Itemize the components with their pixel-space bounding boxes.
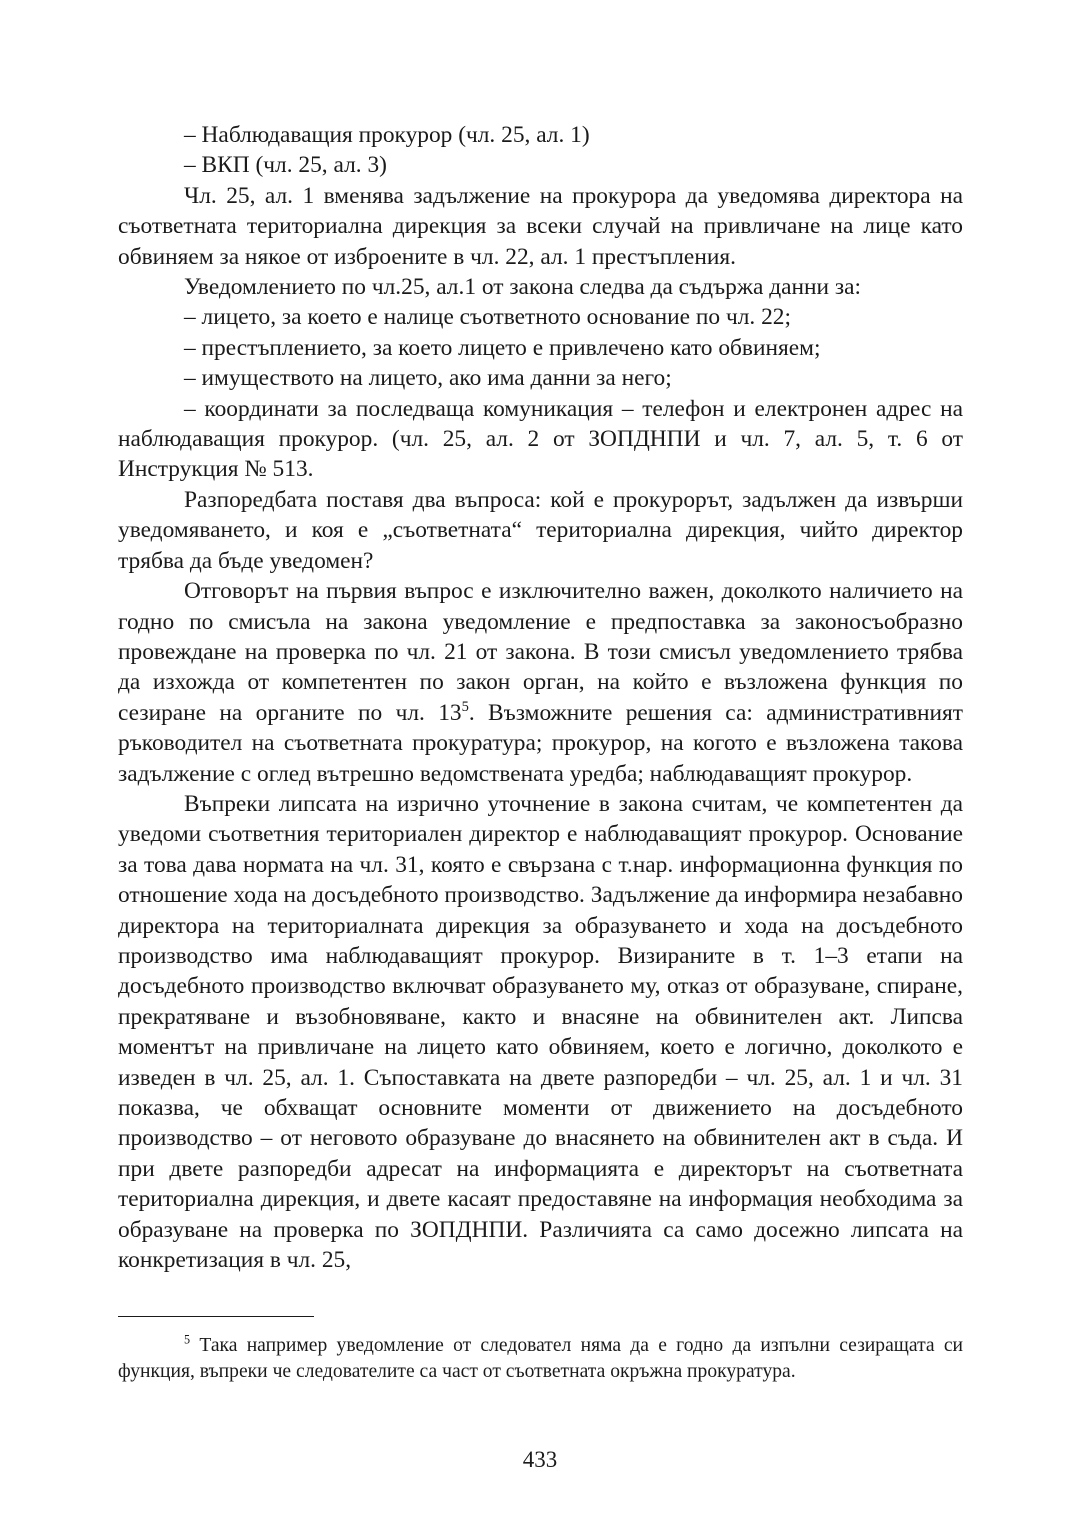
main-text	[118, 120, 963, 1275]
paragraph: Въпреки липсата на изрично уточнение в закона считам, че компетентен да уведоми съответния териториален директор е наблюдаващият прокурор. Основание за това дава нормата на чл. 31, която е свързана с т.нар. информационна функция по отношение хода на досъдебното производство. Задължение да информира незабавно директора на териториалната дирекция за образуването и хода на досъдебното производство има наблюдаващият прокурор. Визираните в т. 1–3 етапи на досъдебното производство включват образуването му, отказ от образуване, спиране, прекратяване и възобновяване, както и внасяне на обвинителен акт. Липсва моментът на привличане на лицето като обвиняем, което е логично, доколкото е изведен в чл. 25, ал. 1. Съпоставката на двете разпоредби – чл. 25, ал. 1 и чл. 31 показва, че обхващат основните моменти от движението на досъдебното производство – от неговото образуване до внасянето на обвинителен акт в съда. И при двете разпоредби адресат на информацията е директорът на съответната териториална дирекция, и двете касаят предоставяне на информация необходима за образуване на проверка по ЗОПДНПИ. Различията са само досежно липсата на конкретизация в чл. 25,	[118, 790, 963, 1274]
paragraph-list-item: – престъплението, за което лицето е привлечено като обвиняем;	[184, 334, 821, 361]
paragraph: Чл. 25, ал. 1 вменява задължение на прокурора да уведомява директора на съответната териториална дирекция за всеки случай на привличане на лице като обвиняем за някое от изброените в чл. 22, ал. 1 престъпления.	[118, 182, 963, 270]
paragraph-list-item: – имуществото на лицето, ако има данни за него;	[184, 365, 672, 392]
paragraph: Уведомлението по чл.25, ал.1 от закона следва да съдържа данни за:	[184, 274, 862, 301]
footnote	[118, 1333, 963, 1385]
page-number: 433	[522, 1447, 558, 1472]
paragraph: Разпоредбата поставя два въпроса: кой е прокурорът, задължен да извърши уведомяването, и коя е „съответната“ териториална дирекция, чийто директор трябва да бъде уведомен?	[118, 486, 963, 574]
paragraph-list-item: – ВКП (чл. 25, ал. 3)	[184, 152, 387, 179]
footnote-number: 5	[184, 1332, 191, 1347]
paragraph-list-item: – лицето, за което е налице съответното основание по чл. 22;	[184, 304, 791, 331]
paragraph-text: . Възможните решения са: административният ръководител на съответната прокуратура; прокурор, на когото е възложена такова задължение с оглед вътрешно ведомствената уредба; наблюдаващият прокурор.	[118, 699, 963, 787]
paragraph-list-item: – координати за последваща комуникация – телефон и електронен адрес на наблюдаващия прокурор. (чл. 25, ал. 2 от ЗОПДНПИ и чл. 7, ал. 5, т. 6 от Инструкция № 513.	[118, 395, 963, 483]
footnote-separator	[118, 1316, 314, 1317]
footnote-text: Така например уведомление от следовател няма да е годно да изпълни сезиращата си функция, въпреки че следователите са част от съответната окръжна прокуратура.	[118, 1335, 963, 1382]
paragraph	[118, 576, 963, 789]
paragraph-list-item: – Наблюдаващия прокурор (чл. 25, ал. 1)	[184, 122, 590, 148]
footnote-reference[interactable]: 5	[461, 698, 469, 715]
paragraph-text: Отговорът на първия въпрос е изключително важен, доколкото наличието на годно по смисъла на закона уведомление е предпоставка за законосъобразно провеждане на проверка по чл. 21 от закона. В този смисъл уведомлението трябва да изхожда от компетентен по закон орган, на който е възложена функция по сезиране на органите по чл. 13	[118, 578, 963, 726]
